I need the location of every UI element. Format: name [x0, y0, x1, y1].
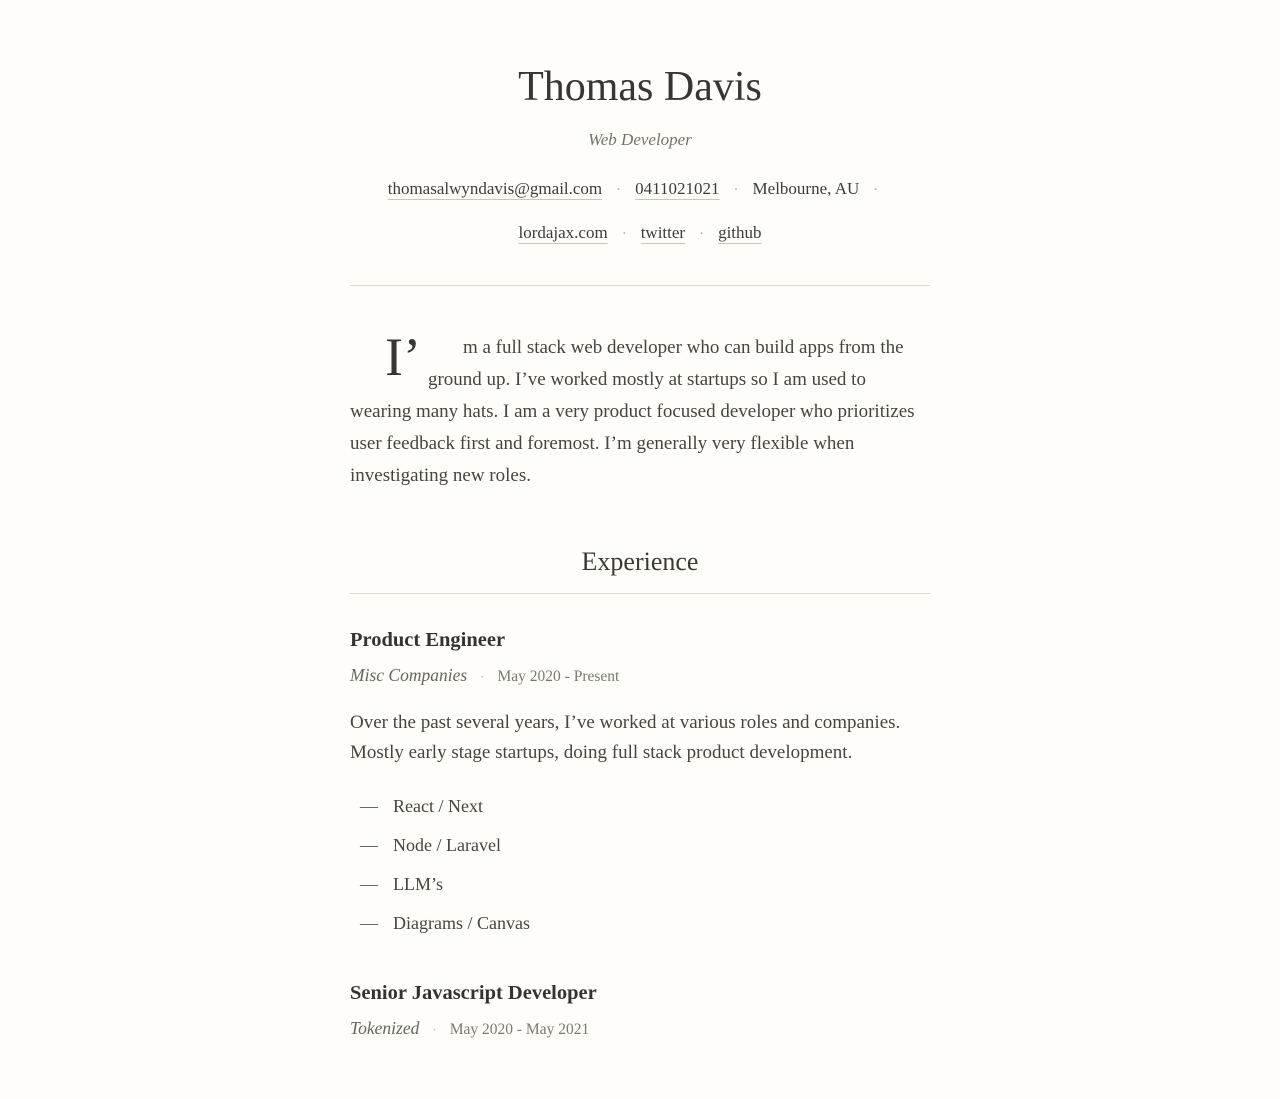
- dot-separator: ·: [621, 226, 627, 242]
- dot-separator: ·: [733, 182, 739, 198]
- github-link[interactable]: github: [718, 223, 762, 242]
- summary-paragraph: [350, 327, 930, 492]
- company-name: Tokenized: [350, 1018, 420, 1038]
- highlight-text: Diagrams / Canvas: [393, 913, 530, 933]
- job-title: Senior Javascript Developer: [350, 982, 597, 1004]
- role-subtitle: Web Developer: [588, 130, 692, 149]
- dot-separator: ·: [616, 182, 622, 198]
- contact-row-1: [350, 178, 930, 201]
- dot-separator: ·: [432, 1022, 437, 1037]
- dash-marker: —: [360, 913, 378, 933]
- list-item: [350, 873, 930, 895]
- experience-section: [350, 546, 930, 1039]
- phone-link[interactable]: 0411021021: [635, 179, 720, 198]
- dot-separator: ·: [699, 226, 705, 242]
- contact-row-2: [350, 222, 930, 245]
- resume-header: [350, 62, 930, 245]
- job-meta: [350, 665, 930, 686]
- job-dates: May 2020 - May 2021: [449, 1021, 590, 1038]
- website-link[interactable]: lordajax.com: [518, 223, 608, 242]
- job-summary: Over the past several years, I’ve worked at various roles and companies. Mostly early stage startups, doing full stack product development.: [350, 712, 901, 763]
- job-title: Product Engineer: [350, 629, 506, 651]
- location-text: Melbourne, AU: [752, 179, 860, 198]
- job-highlights-list: [350, 795, 930, 934]
- dot-separator: ·: [873, 182, 879, 198]
- page-title: Thomas Davis: [518, 64, 762, 110]
- list-item: [350, 795, 930, 817]
- job-dates: May 2020 - Present: [497, 668, 620, 685]
- email-link[interactable]: thomasalwyndavis@gmail.com: [387, 179, 603, 198]
- resume-page: [350, 0, 930, 1099]
- highlight-text: LLM’s: [393, 874, 444, 894]
- dash-marker: —: [360, 835, 378, 855]
- contact-info: [350, 178, 930, 245]
- list-item: [350, 834, 930, 856]
- section-heading-experience: Experience: [581, 547, 699, 576]
- job-entry-product-engineer: [350, 627, 930, 934]
- experience-divider: [350, 593, 930, 594]
- header-divider: [350, 285, 930, 286]
- dash-marker: —: [360, 874, 378, 894]
- list-item: [350, 912, 930, 934]
- summary-text: m a full stack web developer who can build apps from the ground up. I’ve worked mostly at startups so I am used to wearing many hats. I am a very product focused developer who prioritizes user feedback first and foremost. I’m generally very flexible when investigating new roles.: [350, 337, 915, 486]
- dot-separator: ·: [480, 669, 485, 684]
- job-meta: [350, 1018, 930, 1039]
- dash-marker: —: [360, 796, 378, 816]
- highlight-text: Node / Laravel: [393, 835, 501, 855]
- highlight-text: React / Next: [393, 796, 483, 816]
- dropcap-letter: I’: [385, 327, 421, 387]
- twitter-link[interactable]: twitter: [640, 223, 686, 242]
- job-entry-senior-javascript-developer: [350, 980, 930, 1039]
- company-name: Misc Companies: [350, 665, 468, 685]
